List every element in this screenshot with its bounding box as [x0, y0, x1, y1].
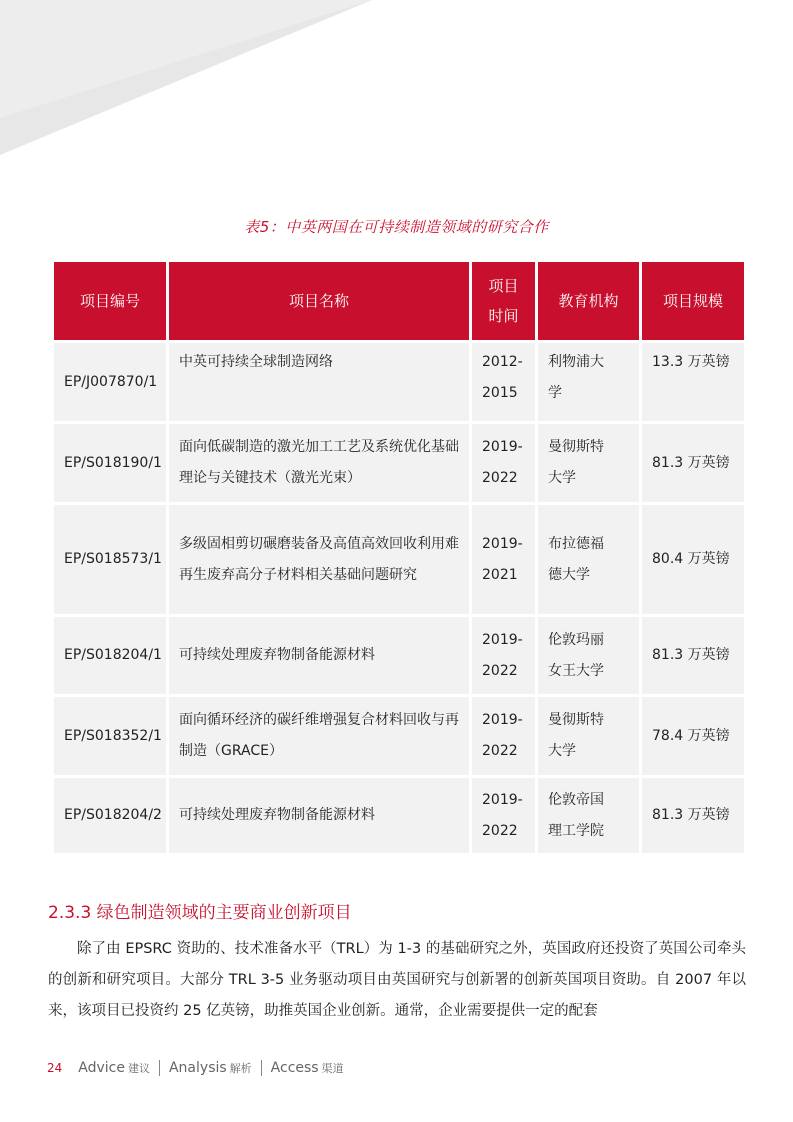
cell-scale: 81.3 万英镑 — [642, 617, 744, 694]
table-row — [54, 424, 744, 502]
table-header-row — [54, 262, 744, 340]
header-time: 项目 时间 — [472, 262, 535, 340]
page-footer — [47, 1060, 344, 1076]
table-row — [54, 343, 744, 421]
footer-advice-en: Advice — [78, 1060, 125, 1076]
cell-name: 面向循环经济的碳纤维增强复合材料回收与再制造（GRACE） — [169, 697, 469, 775]
cell-code: EP/S018204/2 — [54, 778, 166, 853]
footer-analysis-en: Analysis — [168, 1060, 227, 1076]
cell-scale: 78.4 万英镑 — [642, 697, 744, 775]
cell-institution: 布拉德福 德大学 — [538, 505, 639, 614]
table-caption: 表5：中英两国在可持续制造领域的研究合作 — [244, 218, 549, 236]
cell-scale: 81.3 万英镑 — [642, 778, 744, 853]
cell-code: EP/S018204/1 — [54, 617, 166, 694]
table-row — [54, 778, 744, 853]
header-scale: 项目规模 — [642, 262, 744, 340]
cell-institution: 曼彻斯特 大学 — [538, 697, 639, 775]
research-cooperation-table — [51, 259, 747, 856]
footer-analysis-cn: 解析 — [229, 1062, 252, 1075]
cell-code: EP/S018190/1 — [54, 424, 166, 502]
cell-name: 中英可持续全球制造网络 — [169, 343, 469, 421]
cell-institution: 曼彻斯特 大学 — [538, 424, 639, 502]
cell-name: 面向低碳制造的激光加工工艺及系统优化基础理论与关键技术（激光光束） — [169, 424, 469, 502]
page-number: 24 — [47, 1061, 63, 1075]
cell-code: EP/J007870/1 — [54, 343, 166, 421]
footer-access-en: Access — [270, 1060, 319, 1076]
cell-time: 2019- 2022 — [472, 697, 535, 775]
cell-scale: 13.3 万英镑 — [642, 343, 744, 421]
cell-name: 可持续处理废弃物制备能源材料 — [169, 617, 469, 694]
cell-name: 可持续处理废弃物制备能源材料 — [169, 778, 469, 853]
table-row — [54, 697, 744, 775]
table-row — [54, 505, 744, 614]
cell-time: 2012- 2015 — [472, 343, 535, 421]
cell-scale: 80.4 万英镑 — [642, 505, 744, 614]
footer-divider — [159, 1060, 160, 1076]
header-institution: 教育机构 — [538, 262, 639, 340]
cell-scale: 81.3 万英镑 — [642, 424, 744, 502]
body-paragraph: 除了由 EPSRC 资助的、技术准备水平（TRL）为 1-3 的基础研究之外，英国政府还投资了英国公司牵头的创新和研究项目。大部分 TRL 3-5 业务驱动项目由英国研究与创新署的创新英国项目资助。自 2007 年以来，该项目已投资约 25 亿英镑，助推英国企业创新。通常，企业需要提供一定的配套 — [48, 941, 746, 1019]
footer-access-cn: 渠道 — [321, 1062, 344, 1075]
header-name: 项目名称 — [169, 262, 469, 340]
cell-institution: 利物浦大 学 — [538, 343, 639, 421]
cell-code: EP/S018573/1 — [54, 505, 166, 614]
cell-institution: 伦敦帝国 理工学院 — [538, 778, 639, 853]
cell-time: 2019- 2022 — [472, 424, 535, 502]
cell-time: 2019- 2022 — [472, 778, 535, 853]
header-decoration — [0, 0, 793, 200]
cell-name: 多级固相剪切碾磨装备及高值高效回收利用难再生废弃高分子材料相关基础问题研究 — [169, 505, 469, 614]
cell-time: 2019- 2022 — [472, 617, 535, 694]
cell-institution: 伦敦玛丽 女王大学 — [538, 617, 639, 694]
cell-code: EP/S018352/1 — [54, 697, 166, 775]
table-row — [54, 617, 744, 694]
footer-divider — [261, 1060, 262, 1076]
cell-time: 2019- 2021 — [472, 505, 535, 614]
section-title: 2.3.3 绿色制造领域的主要商业创新项目 — [48, 903, 352, 923]
footer-advice-cn: 建议 — [127, 1062, 150, 1075]
header-code: 项目编号 — [54, 262, 166, 340]
